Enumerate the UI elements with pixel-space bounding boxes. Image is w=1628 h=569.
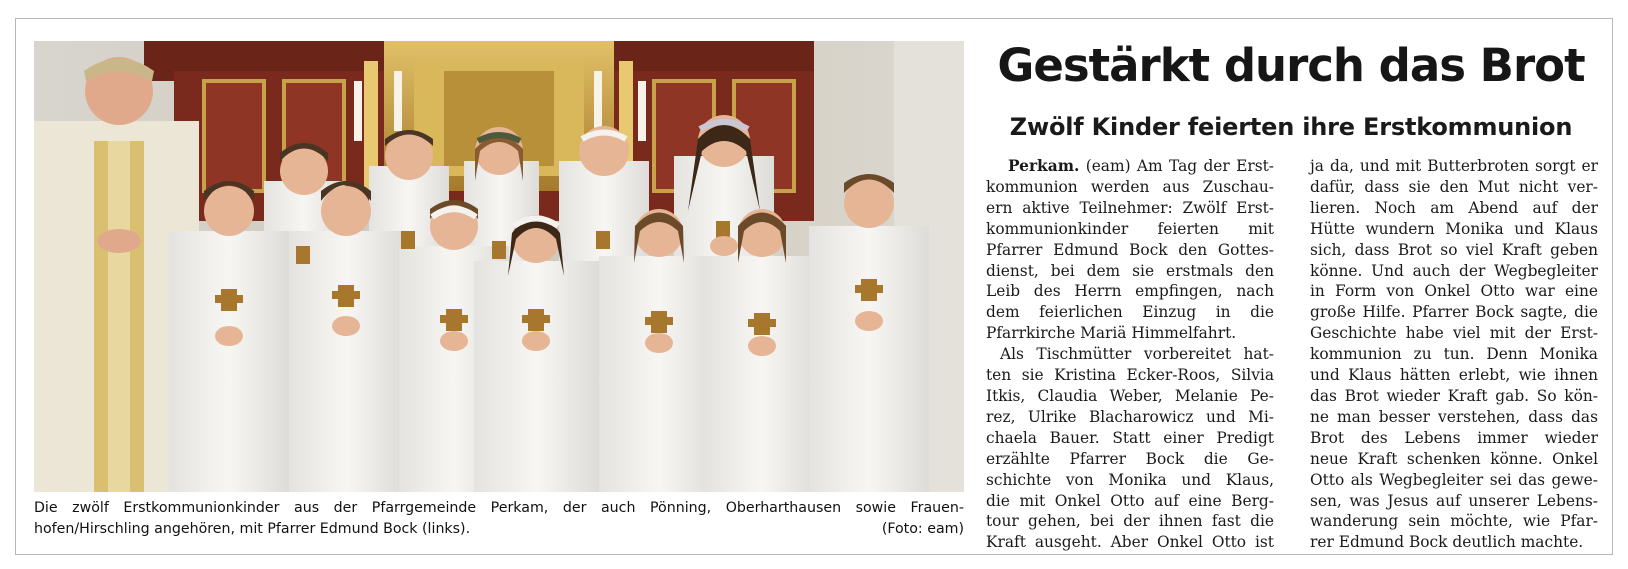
body-line: Pfarrkirche Mariä Himmelfahrt. bbox=[986, 324, 1237, 343]
body-line: Perkam. (eam) Am Tag der Erst- bbox=[1008, 157, 1274, 175]
body-line: und Klaus hätten erlebt, wie ihnen bbox=[1310, 366, 1598, 385]
photo-illustration bbox=[34, 41, 964, 492]
body-line: kommunionkinder feierten mit bbox=[986, 219, 1274, 238]
body-line: ja da, und mit Butterbroten sorgt er bbox=[1310, 157, 1598, 175]
body-line: rer Edmund Bock deutlich machte. bbox=[1310, 533, 1584, 552]
body-line: könne. Und auch der Wegbegleiter bbox=[1310, 261, 1598, 280]
dateline: Perkam. bbox=[1008, 157, 1080, 175]
body-line: Brot des Lebens immer wieder bbox=[1310, 428, 1598, 447]
communion-group-photo bbox=[34, 41, 964, 492]
article-headline: Gestärkt durch das Brot bbox=[997, 39, 1585, 92]
caption-line-2: hofen/Hirschling angehören, mit Pfarrer Edmund Bock (links). bbox=[34, 521, 471, 537]
body-line: Als Tischmütter vorbereitet hat- bbox=[1000, 345, 1274, 364]
body-line: wanderung sein möchte, wie Pfar- bbox=[1310, 512, 1598, 531]
body-line: dem feierlichen Einzug in die bbox=[986, 303, 1274, 322]
body-line: große Hilfe. Pfarrer Bock sagte, die bbox=[1310, 303, 1598, 322]
body-line: die mit Onkel Otto auf eine Berg- bbox=[986, 491, 1274, 510]
body-line: Leib des Herrn empfingen, nach bbox=[986, 282, 1274, 301]
body-line: sich, dass Brot so viel Kraft geben bbox=[1310, 240, 1598, 259]
body-line: Otto als Wegbegleiter sei das gewe- bbox=[1310, 470, 1598, 489]
body-line: tour gehen, bei der ihnen fast die bbox=[986, 512, 1274, 531]
body-line: kommunion werden aus Zuschau- bbox=[986, 177, 1274, 196]
photo-credit: (Foto: eam) bbox=[881, 521, 964, 537]
body-line: schichte von Monika und Klaus, bbox=[986, 470, 1274, 489]
body-line: dafür, dass sie den Mut nicht ver- bbox=[1310, 177, 1598, 196]
newspaper-clipping bbox=[15, 18, 1613, 555]
body-line: Hütte wundern Monika und Klaus bbox=[1310, 219, 1598, 238]
body-line: Itkis, Claudia Weber, Melanie Pe- bbox=[986, 386, 1274, 405]
body-line: erzählte Pfarrer Bock die Ge- bbox=[986, 449, 1274, 468]
body-line: chaela Bauer. Statt einer Predigt bbox=[986, 428, 1274, 447]
body-line: in Form von Onkel Otto war eine bbox=[1310, 282, 1598, 301]
body-line: sen, was Jesus auf unserer Lebens- bbox=[1310, 491, 1598, 510]
article-column-2 bbox=[1310, 156, 1598, 553]
body-line: ne man besser verstehen, dass das bbox=[1310, 407, 1598, 426]
body-line: Geschichte habe viel mit der Erst- bbox=[1310, 324, 1598, 343]
body-line: Pfarrer Edmund Bock den Gottes- bbox=[986, 240, 1274, 259]
caption-line-1: Die zwölf Erstkommunionkinder aus der Pfarrgemeinde Perkam, der auch Pönning, Oberharthausen sowie Frauen- bbox=[34, 500, 964, 516]
body-line: das Brot wieder Kraft gab. So kön- bbox=[1310, 386, 1598, 405]
body-line: Kraft ausgeht. Aber Onkel Otto ist bbox=[986, 533, 1274, 552]
body-line: rez, Ulrike Blacharowicz und Mi- bbox=[986, 407, 1274, 426]
body-line: dienst, bei dem sie erstmals den bbox=[986, 261, 1274, 280]
body-line: ern aktive Teilnehmer: Zwölf Erst- bbox=[986, 198, 1274, 217]
body-line: lieren. Noch am Abend auf der bbox=[1310, 198, 1598, 217]
article-column-1 bbox=[986, 156, 1274, 553]
body-line: ten sie Kristina Ecker-Roos, Silvia bbox=[986, 366, 1274, 385]
article-subheadline: Zwölf Kinder feierten ihre Erstkommunion bbox=[1009, 113, 1573, 141]
photo-caption bbox=[34, 498, 964, 540]
body-line: neue Kraft schenken könne. Onkel bbox=[1310, 449, 1598, 468]
body-line: kommunion zu tun. Denn Monika bbox=[1310, 345, 1598, 364]
